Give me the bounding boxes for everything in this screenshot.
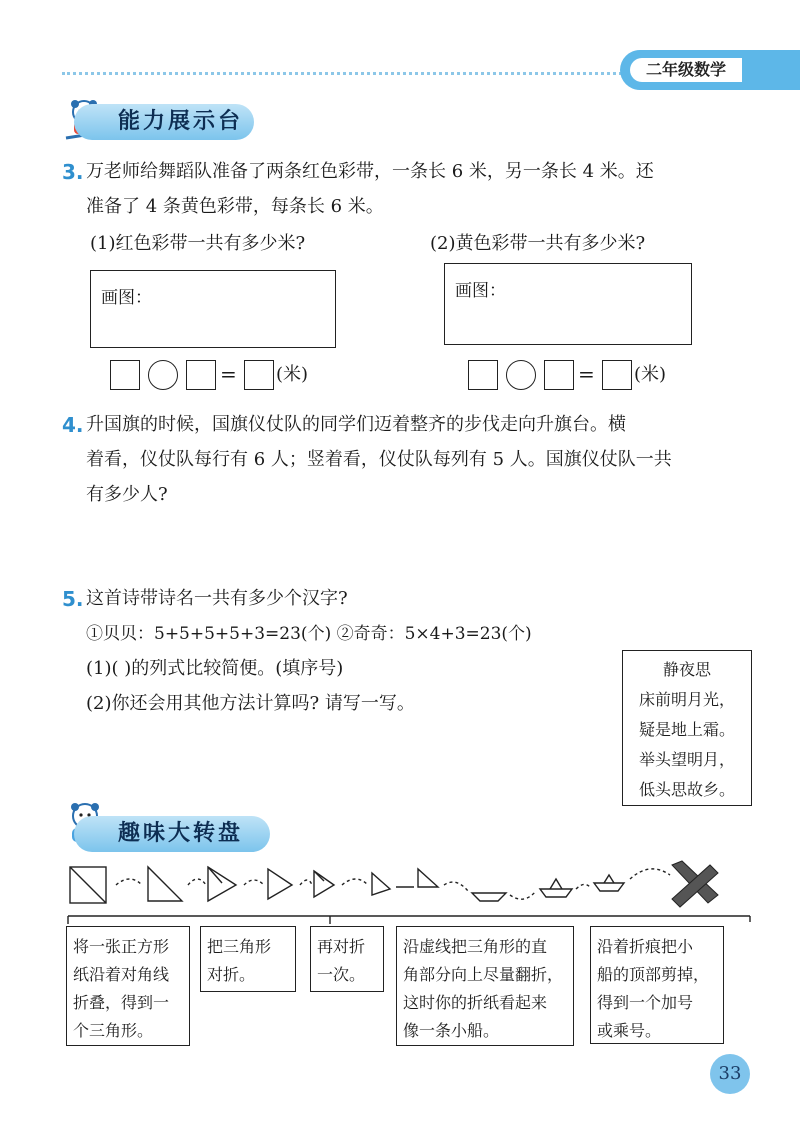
- step-2-line: 把三角形: [207, 937, 272, 956]
- q3-line-1: 万老师给舞蹈队准备了两条红色彩带，一条长 6 米，另一条长 4 米。还: [86, 161, 654, 182]
- q4-line-1: 升国旗的时候，国旗仪仗队的同学们迈着整齐的步伐走向升旗台。横: [86, 414, 626, 435]
- step-box-4: [396, 926, 574, 1046]
- step-2-line: 对折。: [207, 965, 256, 984]
- section-banner-fun: 趣味大转盘: [74, 816, 270, 852]
- q4-line-3: 有多少人?: [86, 484, 168, 505]
- question-4-number: 4.: [62, 413, 84, 437]
- grade-tab: [620, 50, 800, 90]
- operator-circle[interactable]: [148, 360, 178, 390]
- step-box-3: [310, 926, 384, 992]
- boat-icon: [472, 893, 506, 901]
- q4-line-2: 着看，仪仗队每行有 6 人；竖着看，仪仗队每列有 5 人。国旗仪仗队一共: [86, 449, 672, 470]
- step-4-line: 这时你的折纸看起来: [403, 993, 548, 1012]
- step-5-line: 船的顶部剪掉，: [597, 965, 710, 984]
- answer-box[interactable]: [544, 360, 574, 390]
- question-3-number: 3.: [62, 160, 84, 184]
- step-5-line: 或乘号。: [597, 1021, 662, 1040]
- q5-line-2: ①贝贝：5+5+5+5+3=23(个) ②奇奇：5×4+3=23(个): [86, 624, 532, 644]
- step-box-5: [590, 926, 724, 1044]
- q5-line-3: (1)( )的列式比较简便。(填序号): [86, 658, 344, 679]
- section-banner-ability: 能力展示台: [74, 104, 254, 140]
- step-3-line: 一次。: [317, 965, 366, 984]
- grade-label: 二年级数学: [630, 58, 742, 82]
- poem-line: 疑是地上霜。: [638, 720, 735, 739]
- answer-box[interactable]: [244, 360, 274, 390]
- step-1-line: 个三角形。: [73, 1021, 154, 1040]
- folding-diagram: [60, 855, 740, 915]
- q5-line-4: (2)你还会用其他方法计算吗? 请写一写。: [86, 693, 415, 714]
- small-triangle-icon: [268, 869, 292, 899]
- tiny-triangle-icon: [372, 873, 390, 895]
- answer-box[interactable]: [110, 360, 140, 390]
- step-1-line: 纸沿着对角线: [73, 965, 170, 984]
- equals-sign: =: [578, 362, 595, 386]
- step-box-2: [200, 926, 296, 992]
- poem-line: 床前明月光，: [638, 690, 735, 709]
- page-number: 33: [710, 1054, 750, 1094]
- step-4-line: 像一条小船。: [403, 1021, 500, 1040]
- step-4-line: 沿虚线把三角形的直: [403, 937, 548, 956]
- q5-line-1: 这首诗带诗名一共有多少个汉字?: [86, 588, 348, 609]
- step-1-line: 将一张正方形: [73, 937, 170, 956]
- unit-label: (米): [276, 364, 309, 385]
- draw-box-1[interactable]: [90, 270, 336, 348]
- draw-label-1: 画图：: [101, 288, 152, 308]
- operator-circle[interactable]: [506, 360, 536, 390]
- q3-sub-1: (1)红色彩带一共有多少米?: [90, 233, 306, 254]
- answer-box[interactable]: [602, 360, 632, 390]
- triangle-up-icon: [418, 869, 438, 887]
- draw-label-2: 画图：: [455, 281, 506, 301]
- step-5-line: 得到一个加号: [597, 993, 694, 1012]
- step-box-1: [66, 926, 190, 1046]
- question-5-number: 5.: [62, 587, 84, 611]
- unit-label: (米): [634, 364, 667, 385]
- equals-sign: =: [220, 362, 237, 386]
- boat-fold-icon: [540, 879, 572, 897]
- poem-line: 低头思故乡。: [638, 780, 735, 799]
- poem-box: [622, 650, 752, 806]
- answer-box[interactable]: [468, 360, 498, 390]
- triangle-fold-icon: [208, 867, 236, 901]
- poem-line: 举头望明月，: [638, 750, 735, 769]
- poem-title: 静夜思: [662, 660, 711, 679]
- boat-small-icon: [594, 875, 624, 891]
- answer-box[interactable]: [186, 360, 216, 390]
- step-3-line: 再对折: [317, 937, 366, 956]
- draw-box-2[interactable]: [444, 263, 692, 345]
- triangle-icon: [148, 867, 182, 901]
- step-5-line: 沿着折痕把小: [597, 937, 694, 956]
- square-paper-icon: [70, 867, 106, 903]
- q3-line-2: 准备了 4 条黄色彩带，每条长 6 米。: [86, 196, 384, 217]
- step-4-line: 角部分向上尽量翻折，: [403, 965, 564, 984]
- q3-sub-2: (2)黄色彩带一共有多少米?: [430, 233, 646, 254]
- triangle-fold2-icon: [314, 871, 334, 897]
- step-1-line: 折叠，得到一: [73, 993, 170, 1012]
- cross-shape-icon: [672, 861, 718, 907]
- header-dotted-line: [62, 72, 622, 75]
